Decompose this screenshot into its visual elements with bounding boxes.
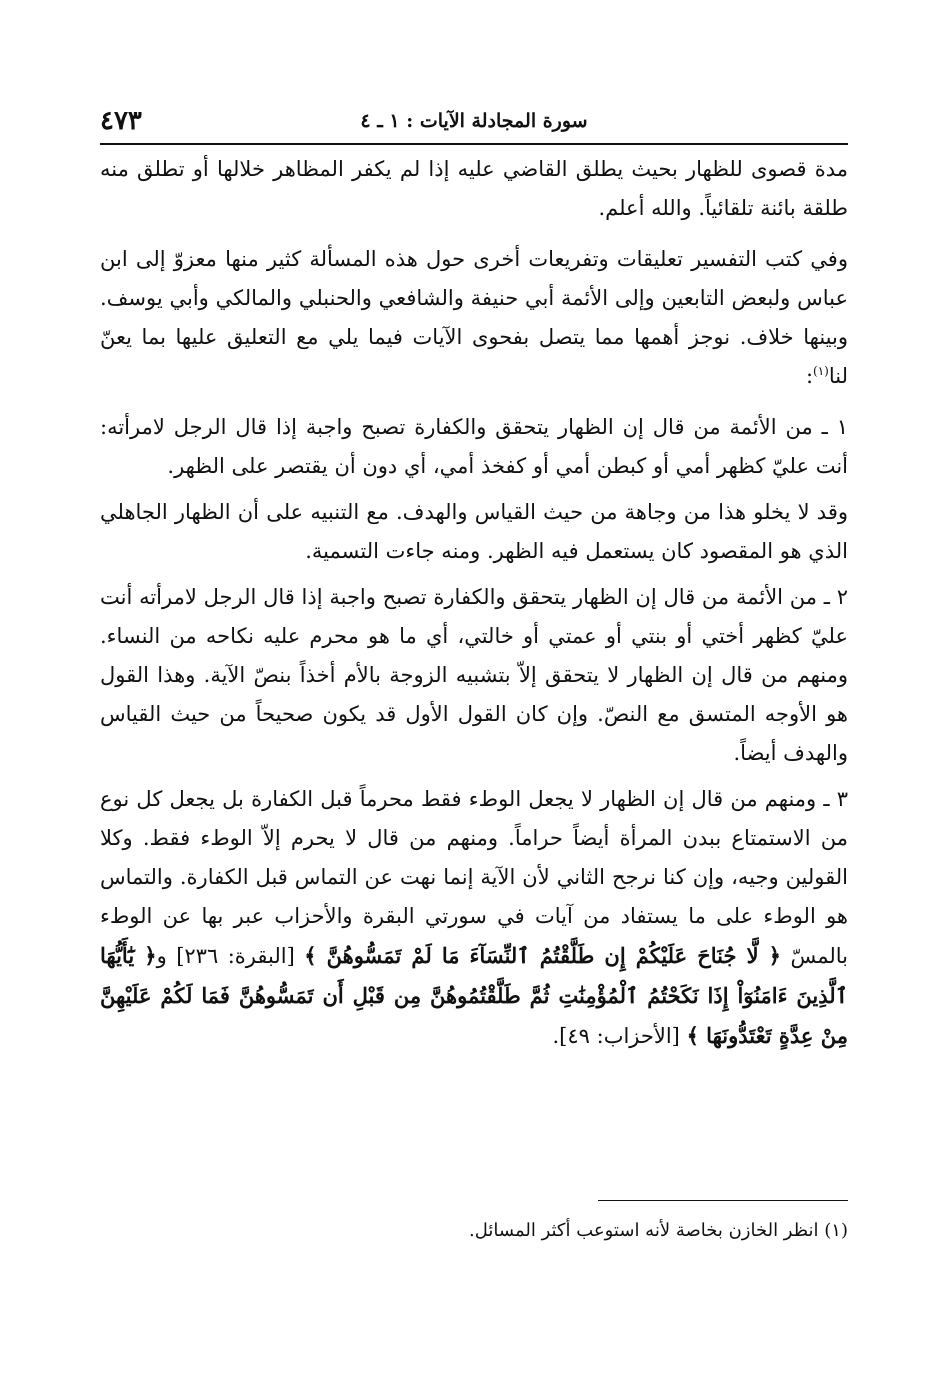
footnote-divider xyxy=(598,1200,848,1201)
paragraph xyxy=(100,240,848,396)
verse-reference: [الأحزاب: ٤٩]. xyxy=(552,1024,680,1048)
conjunction: و xyxy=(156,944,167,968)
header-divider xyxy=(100,143,848,145)
page-number: ٤٧٣ xyxy=(100,106,142,136)
main-text xyxy=(100,150,848,1063)
footnote-text: انظر الخازن بخاصة لأنه استوعب أكثر المسائل. xyxy=(469,1220,819,1241)
footnote-reference: (١) xyxy=(813,364,829,378)
quran-verse: ﴿ لَّا جُنَاحَ عَلَيْكُمْ إِن طَلَّقْتُمُ ٱلنِّسَآءَ مَا لَمْ تَمَسُّوهُنَّ ﴾ xyxy=(304,943,781,968)
paragraph-tail: : xyxy=(805,364,814,388)
paragraph: ٢ ـ من الأئمة من قال إن الظهار يتحقق والكفارة تصبح واجبة إذا قال الرجل لامرأته أنت عليّ كظهر أختي أو بنتي أو عمتي أو خالتي، أي ما هو محرم عليه نكاحه من النساء. ومنهم من قال إن الظهار لا يتحقق إلاّ بتشبيه الزوجة بالأم أخذاً بنصّ الآية. وهذا القول هو الأوجه المتسق مع النصّ. وإن كان القول الأول قد يكون صحيحاً من حيث القياس والهدف أيضاً. xyxy=(100,585,848,765)
footnote xyxy=(100,1216,848,1246)
page-header xyxy=(100,104,848,144)
paragraph: ١ ـ من الأئمة من قال إن الظهار يتحقق والكفارة تصبح واجبة إذا قال الرجل لامرأته: أنت عليّ كظهر أمي أو كبطن أمي أو كفخذ أمي، أي دون أن يقتصر على الظهر. xyxy=(100,415,848,478)
chapter-title: سورة المجادلة الآيات : ١ ـ ٤ xyxy=(360,110,588,132)
paragraph-text: وفي كتب التفسير تعليقات وتفريعات أخرى حول هذه المسألة كثير منها معزوّ إلى ابن عباس ولبعض التابعين وإلى الأئمة أبي حنيفة والشافعي والحنبلي والمالكي وأبي يوسف. وبينها خلاف. نوجز أهمها مما يتصل بفحوى الآيات فيما يلي مع التعليق عليها بما يعنّ لنا xyxy=(100,247,848,388)
footnote-marker: (١) xyxy=(824,1220,848,1241)
verse-reference: [البقرة: ٢٣٦] xyxy=(176,944,295,968)
paragraph: وقد لا يخلو هذا من وجاهة من حيث القياس والهدف. مع التنبيه على أن الظهار الجاهلي الذي هو المقصود كان يستعمل فيه الظهر. ومنه جاءت التسمية. xyxy=(100,500,848,563)
paragraph: مدة قصوى للظهار بحيث يطلق القاضي عليه إذا لم يكفر المظاهر خلالها أو تطلق منه طلقة بائنة تلقائياً. والله أعلم. xyxy=(100,157,848,220)
paragraph-text: ٣ ـ ومنهم من قال إن الظهار لا يجعل الوطء فقط محرماً قبل الكفارة بل يجعل كل نوع من الاستمتاع ببدن المرأة أيضاً حراماً. ومنهم من قال لا يحرم إلاّ الوطء فقط. وكلا القولين وجيه، وإن كنا نرجح الثاني لأن الآية إنما نهت عن التماس قبل الكفارة. والتماس هو الوطء على ما يستفاد من آيات في سورتي البقرة والأحزاب عبر بها عن الوطء بالمسّ xyxy=(100,787,848,968)
quran-verse: ﴿ يَٰٓأَيُّهَا ٱلَّذِينَ ءَامَنُوٓاْ إِذَا نَكَحْتُمُ ٱلْمُؤْمِنَٰتِ ثُمَّ طَلَّقْتُمُوهُنَّ مِن قَبْلِ أَن تَمَسُّوهُنَّ فَمَا لَكُمْ عَلَيْهِنَّ مِنْ عِدَّةٍ تَعْتَدُّونَهَا ﴾ xyxy=(100,943,848,1048)
paragraph xyxy=(100,780,848,1056)
